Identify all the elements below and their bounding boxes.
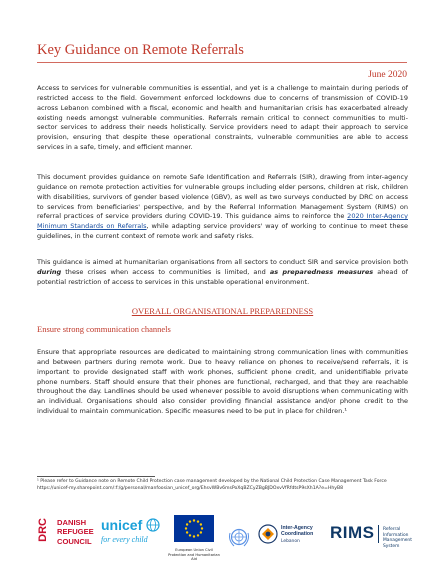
drc-mark: DRC [37, 518, 49, 542]
rims-name: RIMS [330, 523, 375, 542]
rims-divider [378, 525, 379, 543]
inter-agency-logo [257, 519, 327, 555]
unicef-logo [101, 517, 163, 553]
un-emblem-icon [227, 525, 251, 549]
unicef-name: unicef [101, 517, 143, 533]
subheading-communication: Ensure strong communication channels [37, 324, 171, 334]
inter-agency-country: Lebanon [281, 539, 300, 544]
audience-text-c: ahead of potential restriction of access to services in this unstable operational environment. [37, 267, 408, 286]
document-title: Key Guidance on Remote Referrals [37, 42, 244, 58]
document-date: June 2020 [368, 70, 407, 80]
partner-logos [0, 513, 445, 568]
inter-agency-icon [257, 523, 279, 545]
scope-text-end: , while adapting service providers' way of working to continue to meet these guidelines, in the current context of remote work and safety risks. [37, 222, 408, 241]
scope-text-start: This document provides guidance on remote Safe Identification and Referrals (SIR), drawing from inter-agency guidance on remote protection activities for vulnerable groups including elder persons, children at risk, children with disabilities, survivors of gender based violence (GBV), as well as two surveys conducted by DRC on access to services from beneficiaries' perspective, and by the Referral Information Management System (RIMS) on referral practices of service providers during COVID-19. This guidance aims to reinforce the [37, 173, 408, 221]
title-divider [37, 62, 407, 63]
rims-subtitle: Referral Information Management System [383, 527, 412, 549]
audience-paragraph [37, 258, 408, 288]
minimum-standards-link[interactable]: 2020 Inter-Agency Minimum Standards on Referrals [37, 212, 408, 231]
drc-name-line2: REFUGEE [57, 527, 94, 537]
audience-emphasis-preparedness: as preparedness measures [269, 267, 374, 276]
intro-paragraph: Access to services for vulnerable communities is essential, and yet is a challenge to maintain during periods of restricted access to the field. Government enforced lockdowns due to concerns of transmission of COVID-19 across Lebanon combined with a fiscal, economic and health and humanitarian crisis has exacerbated already existing needs amongst vulnerable communities. Referrals remain critical to connect communities to multi-sector services to address their needs holistically. Service providers need to adapt their approach to service provision, ensuring that despite these operational constraints, vulnerable communities are able to access services in a safe, timely, and efficient manner. [37, 84, 408, 152]
section-heading-preparedness: OVERALL ORGANISATIONAL PREPAREDNESS [131, 306, 314, 316]
footnote: ¹ Please refer to Guidance note on Remote Child Protection case management developed by the National Child Protection Case Management Task Force https://unicef-my.sharepoint.com/:f:/g/personal/manfoosian_unicef_org/EhsvWBv6msPoXqBZCyZBgBJDOxvVfRfdtsP9sXh1A?e=HhyB8 [37, 479, 387, 491]
drc-name-line3: COUNCIL [57, 536, 92, 546]
communication-paragraph: Ensure that appropriate resources are dedicated to maintaining strong communication lines with communities and between partners during remote work. Due to heavy reliance on phones to receive/send referrals, it is important to provide designated staff with work phones, sufficient phone credit, and unidentifiable private phone numbers. Staff should ensure that their phones are functional, recharged, and that they are reachable throughout the day. Landlines should be used whenever possible to avoid disruptions when communicating with an individual. Organisations should also consider providing financial assistance and/or phone credit to the individual to maintain communication. Specific measures need to be put in place for children.¹ [37, 348, 408, 416]
drc-name-line1: DANISH [57, 518, 87, 527]
eu-flag-icon [174, 515, 214, 542]
audience-emphasis-during: during [37, 267, 62, 276]
inter-agency-name: Inter-Agency Coordination [281, 525, 314, 537]
globe-icon [146, 518, 160, 532]
audience-text-b: these crises when access to communities is limited, and [61, 267, 270, 276]
eu-logo [167, 515, 221, 565]
rims-logo [330, 523, 420, 553]
audience-text-a: This guidance is aimed at humanitarian organisations from all sectors to conduct SIR and service provision both [37, 258, 408, 266]
footnote-divider [37, 476, 155, 477]
unicef-tagline: for every child [101, 535, 148, 544]
un-logo [227, 525, 251, 549]
scope-paragraph [37, 173, 408, 242]
eu-caption: European Union Civil Protection and Humanitarian Aid [168, 548, 220, 562]
